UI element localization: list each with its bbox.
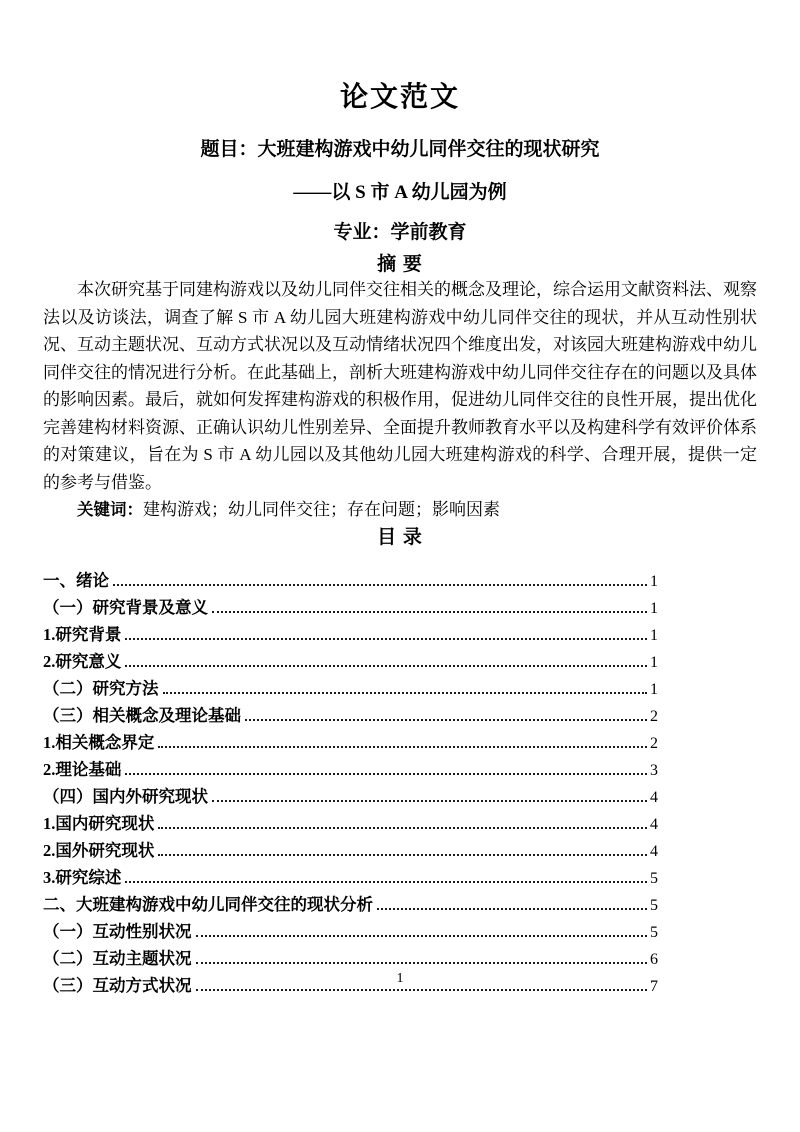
toc-entry-page: 1 xyxy=(650,599,658,617)
toc-entry-label: 1.研究背景 xyxy=(43,624,122,644)
toc-entry-label: （三）相关概念及理论基础 xyxy=(43,705,241,725)
toc-entry-page: 5 xyxy=(650,923,658,941)
toc-entry-page: 1 xyxy=(650,626,658,644)
toc-entry-label: 一、绪论 xyxy=(43,570,109,590)
toc-leader-dots xyxy=(196,962,648,964)
toc-entry xyxy=(43,945,658,972)
toc-entry xyxy=(43,675,658,702)
toc-leader-dots xyxy=(113,584,647,586)
toc-entry-label: （二）研究方法 xyxy=(43,678,159,698)
toc-entry-label: 2.国外研究现状 xyxy=(43,840,155,860)
keywords-text: 建构游戏；幼儿同伴交往；存在问题；影响因素 xyxy=(143,500,500,519)
toc-entry-label: （三）互动方式状况 xyxy=(43,975,192,995)
toc-entry xyxy=(43,621,658,648)
toc-entry xyxy=(43,702,658,729)
toc-entry-page: 7 xyxy=(650,977,658,995)
toc-entry xyxy=(43,567,658,594)
keywords-line xyxy=(43,496,757,525)
toc-entry xyxy=(43,756,658,783)
toc-entry-page: 4 xyxy=(650,842,658,860)
toc-entry-page: 3 xyxy=(650,761,658,779)
toc-entry xyxy=(43,864,658,891)
toc-entry-page: 1 xyxy=(650,680,658,698)
thesis-topic-line: 题目：大班建构游戏中幼儿同伴交往的现状研究 xyxy=(200,139,600,160)
toc-entry xyxy=(43,810,658,837)
toc-entry-label: 3.研究综述 xyxy=(43,867,122,887)
page-number: 1 xyxy=(396,971,404,986)
toc-entry-label: （四）国内外研究现状 xyxy=(43,786,208,806)
toc-entry-page: 5 xyxy=(650,869,658,887)
toc-leader-dots xyxy=(125,881,647,883)
toc-entry-page: 2 xyxy=(650,734,658,752)
toc-entry-page: 4 xyxy=(650,815,658,833)
toc-leader-dots xyxy=(377,908,647,910)
toc-leader-dots xyxy=(163,692,648,694)
toc-entry-page: 1 xyxy=(650,572,658,590)
toc-leader-dots xyxy=(196,989,648,991)
toc-entry-label: 二、大班建构游戏中幼儿同伴交往的现状分析 xyxy=(43,894,373,914)
toc-entry-label: 1.相关概念界定 xyxy=(43,732,155,752)
toc-leader-dots xyxy=(196,935,648,937)
document-title: 论文范文 xyxy=(339,82,460,113)
toc-entry-label: 1.国内研究现状 xyxy=(43,813,155,833)
toc-entry xyxy=(43,648,658,675)
toc-entry-label: （一）互动性别状况 xyxy=(43,921,192,941)
toc-entry xyxy=(43,837,658,864)
toc-entry-label: （二）互动主题状况 xyxy=(43,948,192,968)
thesis-case-line: ——以 S 市 A 幼儿园为例 xyxy=(293,182,507,203)
toc-leader-dots xyxy=(125,665,647,667)
toc-leader-dots xyxy=(125,773,647,775)
toc-leader-dots xyxy=(212,611,647,613)
abstract-paragraph: 本次研究基于同建构游戏以及幼儿同伴交往相关的概念及理论，综合运用文献资料法、观察法以及访谈法，调查了解 S 市 A 幼儿园大班建构游戏中幼儿同伴交往的现状，并从互动性别状况、互动主题状况、互动方式状况以及互动情绪状况四个维度出发，对该园大班建构游戏中幼儿同伴交往的情况进行分析。在此基础上，剖析大班建构游戏中幼儿同伴交往存在的问题以及具体的影响因素。最后，就如何发挥建构游戏的积极作用，促进幼儿同伴交往的良性开展，提出优化完善建构材料资源、正确认识幼儿性别差异、全面提升教师教育水平以及构建科学有效评价体系的对策建议，旨在为 S 市 A 幼儿园以及其他幼儿园大班建构游戏的科学、合理开展，提供一定的参考与借鉴。 xyxy=(43,280,757,492)
toc-entry-page: 5 xyxy=(650,896,658,914)
toc-entry xyxy=(43,783,658,810)
toc-entry-page: 2 xyxy=(650,707,658,725)
major-line: 专业：学前教育 xyxy=(333,222,467,243)
toc-entry xyxy=(43,891,658,918)
toc-entry-label: 2.研究意义 xyxy=(43,651,122,671)
toc-leader-dots xyxy=(158,827,647,829)
toc-leader-dots xyxy=(125,638,647,640)
toc-entry-label: （一）研究背景及意义 xyxy=(43,597,208,617)
keywords-label: 关键词： xyxy=(77,501,143,519)
abstract-heading: 摘 要 xyxy=(377,254,423,275)
toc-entry xyxy=(43,729,658,756)
toc-entry xyxy=(43,594,658,621)
toc-entry-page: 1 xyxy=(650,653,658,671)
toc-leader-dots xyxy=(158,854,647,856)
toc-leader-dots xyxy=(158,746,647,748)
toc-leader-dots xyxy=(245,719,647,721)
toc-entry-label: 2.理论基础 xyxy=(43,759,122,779)
toc-entry-page: 6 xyxy=(650,950,658,968)
toc-entry-page: 4 xyxy=(650,788,658,806)
toc-heading: 目 录 xyxy=(377,526,423,548)
toc-leader-dots xyxy=(212,800,647,802)
toc-list xyxy=(43,567,658,999)
toc-entry xyxy=(43,918,658,945)
